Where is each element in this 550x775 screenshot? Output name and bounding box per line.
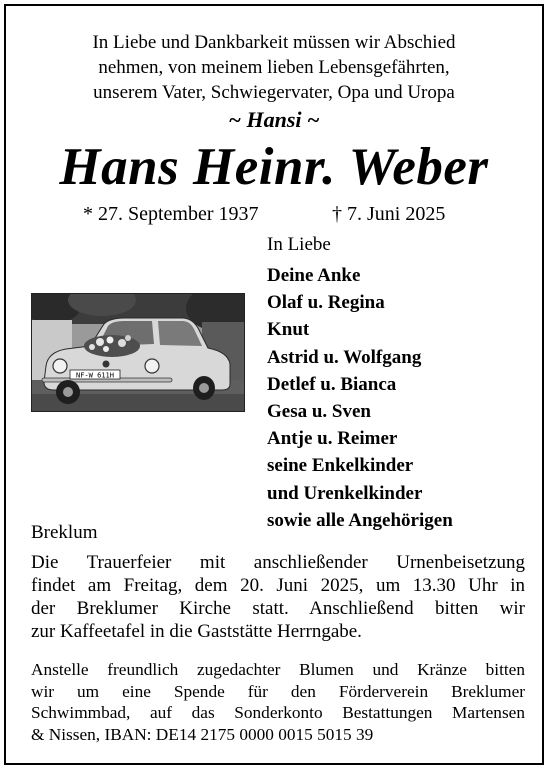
deceased-name: Hans Heinr. Weber bbox=[59, 138, 489, 196]
intro-line: unserem Vater, Schwiegervater, Opa und Uropa bbox=[93, 82, 455, 103]
ceremony-line: Die Trauerfeier mit anschließender Urnenbeisetzung bbox=[31, 552, 525, 573]
mourner-name: Antje u. Reimer bbox=[267, 428, 398, 450]
mourners-intro: In Liebe bbox=[267, 234, 331, 255]
ceremony-line: findet am Freitag, dem 20. Juni 2025, um 13.30 Uhr in bbox=[31, 575, 525, 596]
ceremony-line: zur Kaffeetafel in die Gaststätte Herrngabe. bbox=[31, 621, 362, 642]
mourner-name: Detlef u. Bianca bbox=[267, 373, 397, 395]
intro-line: nehmen, von meinem lieben Lebensgefährten, bbox=[98, 57, 450, 78]
death-date: † 7. Juni 2025 bbox=[332, 203, 446, 225]
ceremony-info bbox=[31, 551, 525, 643]
mourner-name: Astrid u. Wolfgang bbox=[267, 346, 422, 368]
mourner-name: seine Enkelkinder bbox=[267, 455, 414, 477]
car-photo bbox=[31, 293, 245, 412]
mourners-list bbox=[267, 262, 453, 534]
intro-text bbox=[6, 30, 542, 105]
mourner-name: und Urenkelkinder bbox=[267, 482, 423, 504]
mourner-name: Gesa u. Sven bbox=[267, 401, 371, 423]
mourner-name: Knut bbox=[267, 319, 310, 341]
donation-line: Anstelle freundlich zugedachter Blumen und Kränze bitten bbox=[31, 660, 525, 679]
ceremony-line: der Breklumer Kirche statt. Anschließend bitten wir bbox=[31, 598, 525, 619]
donation-info bbox=[31, 659, 525, 745]
mourner-name: sowie alle Angehörigen bbox=[267, 509, 453, 531]
license-plate: NF-W 611H bbox=[76, 371, 114, 380]
intro-line: In Liebe und Dankbarkeit müssen wir Abschied bbox=[92, 32, 456, 53]
birth-date: * 27. September 1937 bbox=[83, 203, 259, 225]
mourner-name: Olaf u. Regina bbox=[267, 292, 385, 314]
place-name: Breklum bbox=[31, 522, 98, 543]
obituary-notice bbox=[4, 4, 544, 765]
donation-line: Schwimmbad, auf das Sonderkonto Bestattungen Martensen bbox=[31, 703, 525, 722]
mourner-name: Deine Anke bbox=[267, 265, 361, 286]
nickname: ~ Hansi ~ bbox=[228, 107, 320, 132]
donation-line: wir um eine Spende für den Förderverein Breklumer bbox=[31, 681, 525, 701]
donation-line: & Nissen, IBAN: DE14 2175 0000 0015 5015 39 bbox=[31, 724, 374, 744]
